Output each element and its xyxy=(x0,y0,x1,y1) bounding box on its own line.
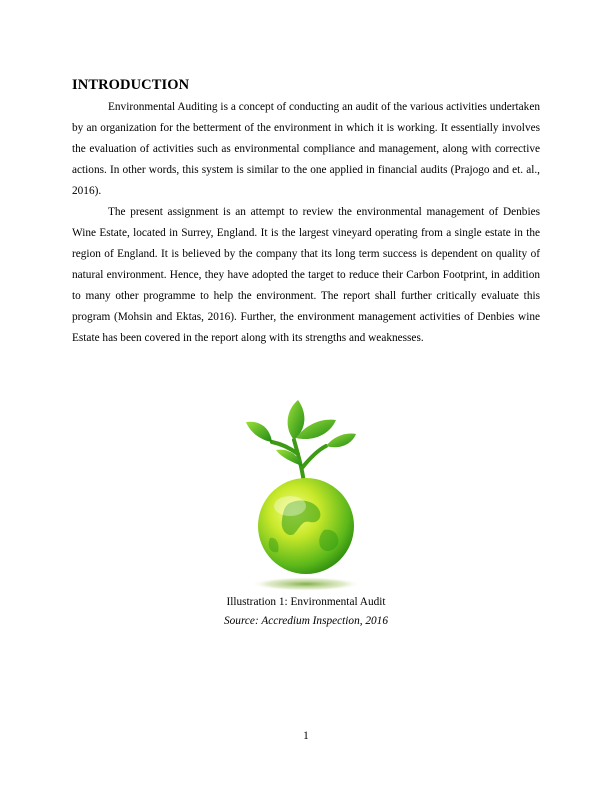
figure-source: Source: Accredium Inspection, 2016 xyxy=(224,615,388,627)
paragraph-1: Environmental Auditing is a concept of conducting an audit of the various activities undertaken by an organization for the betterment of the environment in which it is working. It essentially involves the evaluation of activities such as environmental compliance and management, along with corrective actions. In other words, this system is similar to the one applied in financial audits (Prajogo and et. al., 2016). xyxy=(72,101,540,197)
globe-plant-icon xyxy=(206,388,406,598)
environmental-audit-illustration xyxy=(206,388,406,598)
paragraph-2: The present assignment is an attempt to review the environmental management of Denbies Wine Estate, located in Surrey, England. It is the largest vineyard operating from a single estate in the region of England. It is believed by the company that its long term success is dependent on quality of natural environment. Hence, they have adopted the target to reduce their Carbon Footprint, in addition to many other programme to help the environment. The report shall further critically evaluate this program (Mohsin and Ektas, 2016). Further, the environment management activities of Denbies wine Estate has been covered in the report along with its strengths and weaknesses. xyxy=(72,206,540,344)
section-heading: INTRODUCTION xyxy=(72,77,190,93)
page-number: 1 xyxy=(303,730,309,742)
figure-caption: Illustration 1: Environmental Audit xyxy=(226,596,386,608)
